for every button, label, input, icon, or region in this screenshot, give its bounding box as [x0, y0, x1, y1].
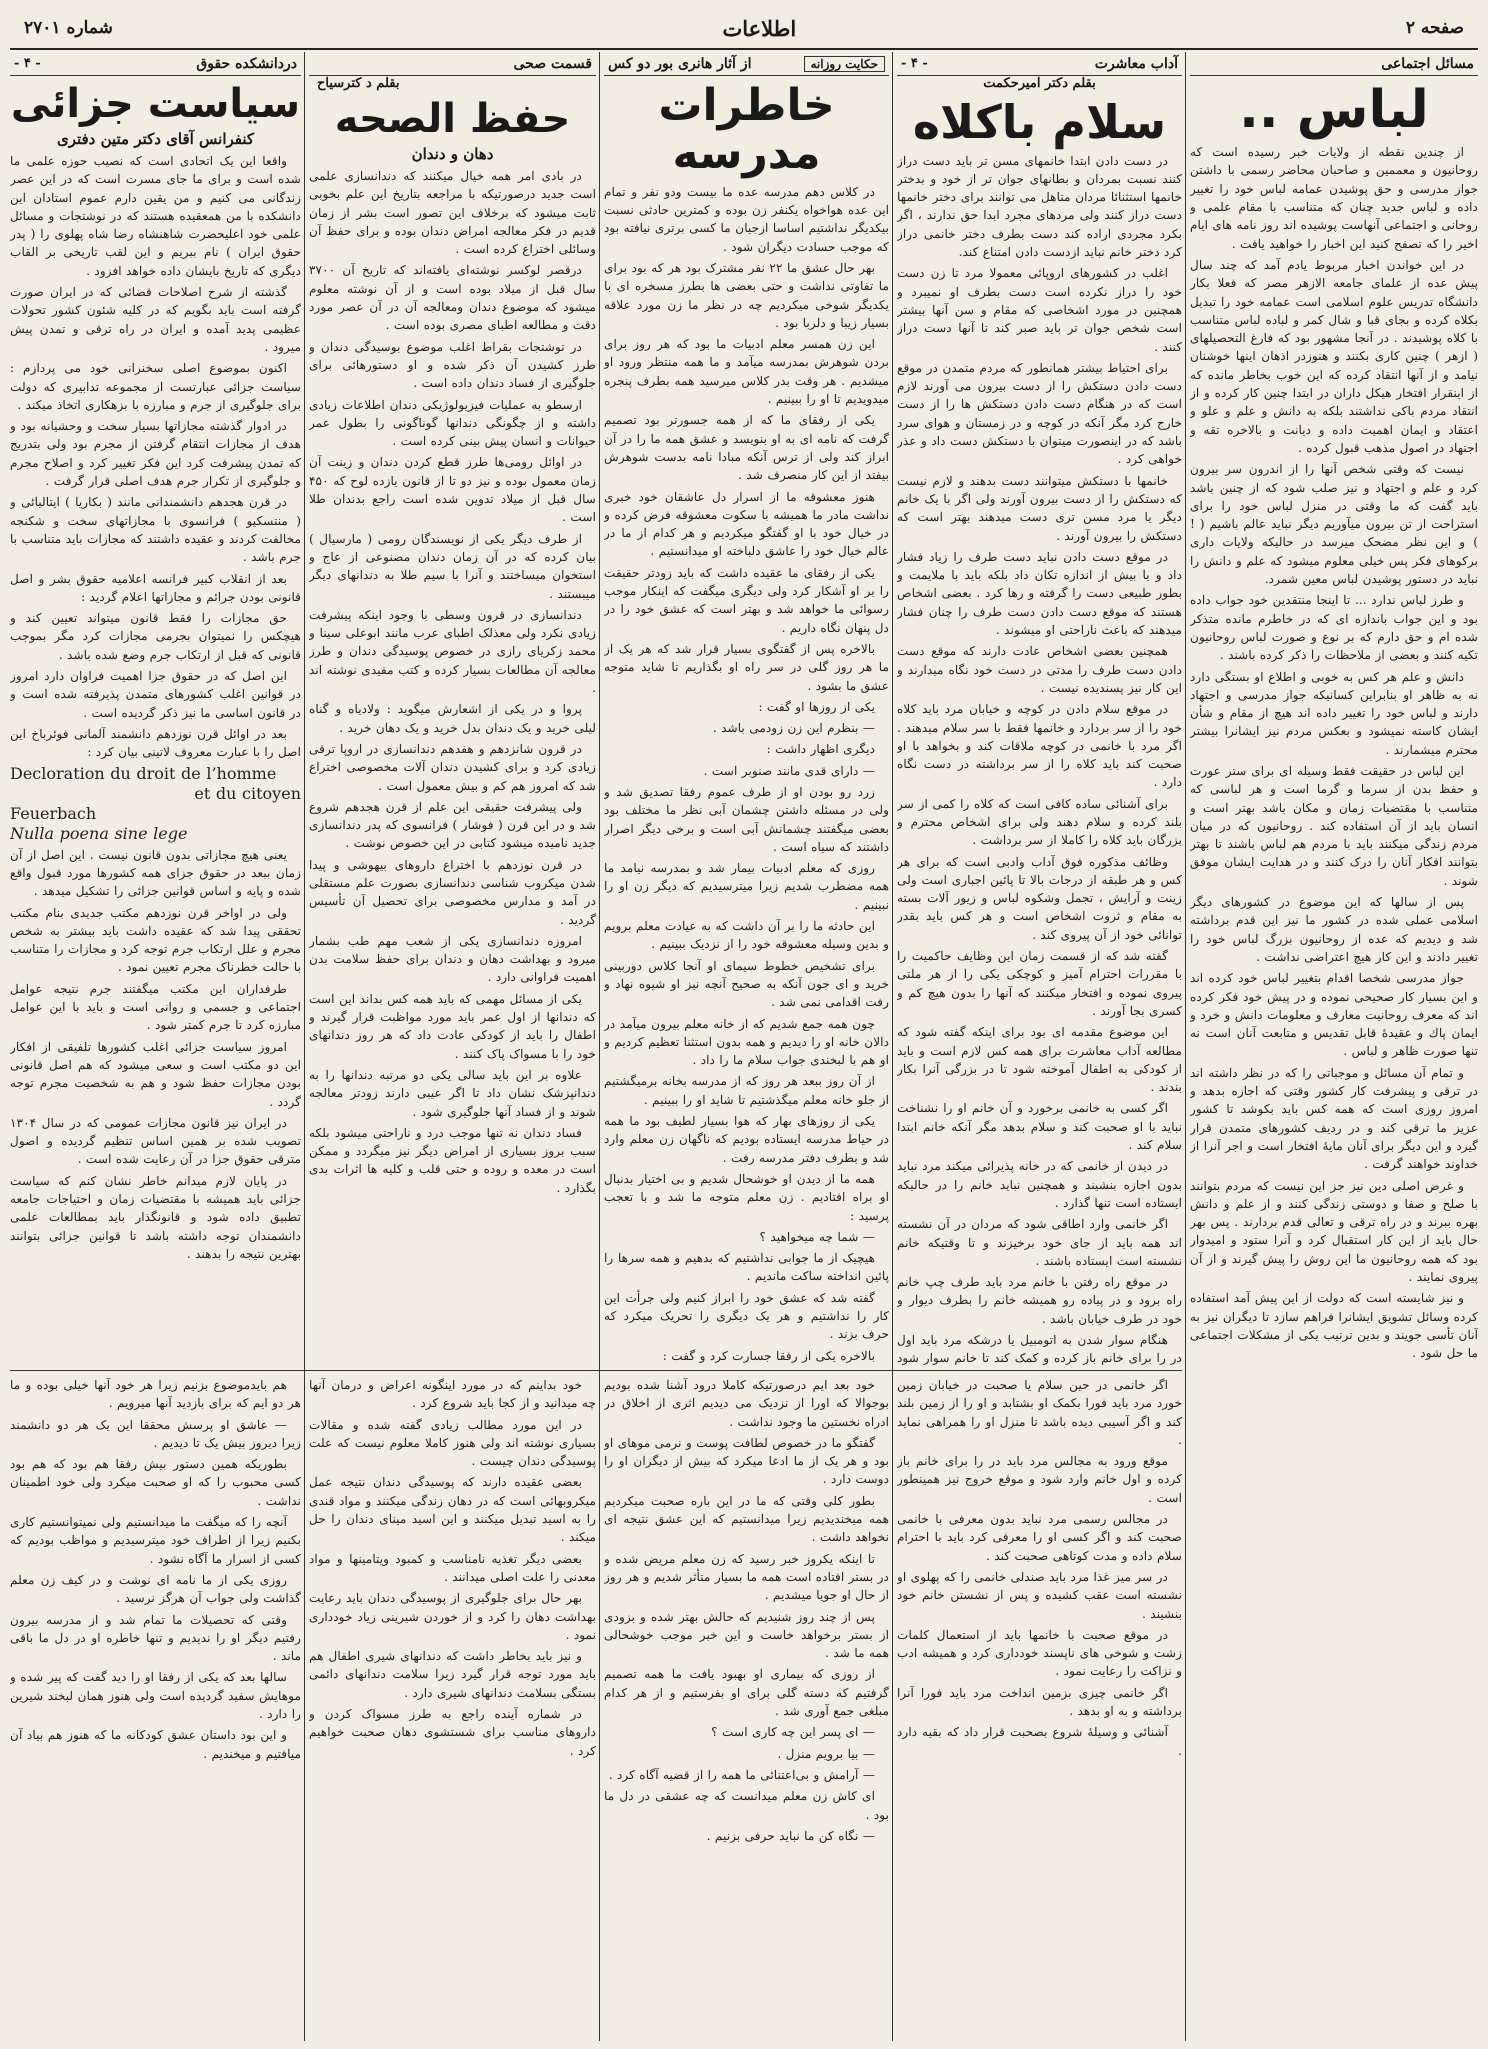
paragraph: واقعا این یک اتحادی است که نصیب حوزه علمی ما شده است و برای ما جای مسرت است که در این عصر زندگانی می کنیم و من یقین دارم عموم استادان این دانشکده با من همعقیده هستند که در نوشتجات و مسائل علمی خود اعلیحضرت شاهنشاه رضا شاه پهلوی را ( پدر حقوق ایران ) نام ببریم و این لقب تاریخی بر القاب دیگری که تاریخ بایشان داده خواهد افزود .	[10, 154, 301, 278]
paragraph: از طرف دیگر یکی از نویسندگان رومی ( مارسیال ) بیان کرده که در آن زمان دندان مصنوعی از عاج و استخوان میساختند و آنرا با سیم طلا به دندانهای دیگر میبستند .	[309, 531, 596, 601]
paragraph: از آن روز ببعد هر روز که از مدرسه بخانه برمیگشتیم از جلو خانه معلم میگذشتیم تا شاید او را ببینیم .	[604, 1074, 889, 1107]
paragraph: از روزی که بیماری او بهبود یافت ما همه تصمیم گرفتیم که دسته گلی برای او بفرستیم و از هر کدام مبلغی جمع آوری شد .	[604, 1667, 889, 1719]
paragraph: در کلاس دهم مدرسه عده ما بیست ودو نفر و تمام این عده هواخواه یکنفر زن بوده و کمترین حادثی نسبت بیکدیگر نداشتیم اساسا ازجیان ما کسی برتری نیافته بود که موجب حسادت دیگران شود .	[604, 184, 889, 254]
paragraph: و این بود داستان عشق کودکانه ما که هنوز هم بیاد آن میافتیم و میخندیم .	[10, 1728, 301, 1761]
paragraph: طرفداران این مکتب میگفتند جرم نتیجه عوامل اجتماعی و جسمی و روانی است و باید با این عوامل مبارزه کرد تا جرم کمتر شود .	[10, 981, 301, 1033]
paragraph: دیگری اظهار داشت :	[766, 742, 875, 757]
paragraph: امروز سیاست جزائی اغلب کشورها تلفیقی از افکار این دو مکتب است و سعی میشود که هم اصل قانونی بودن مجازات حفظ شود و هم به شخصیت مجرم توجه گردد .	[10, 1039, 301, 1109]
paragraph: بطور کلی وقتی که ما در این باره صحبت میکردیم همه میخندیدیم زیرا میدانستیم که این عشق نتیجه ای نخواهد داشت .	[604, 1493, 889, 1545]
paragraph: — دارای قدی مانند صنوبر است .	[703, 763, 875, 778]
lower-col-3	[604, 1376, 889, 2040]
paragraph: علاوه بر این باید سالی یکی دو مرتبه دندانها را به دندانپزشک نشان داد تا اگر عیبی دارند زودتر معالجه شوند و از فساد آنها جلوگیری شود .	[309, 1067, 596, 1119]
part-number: - ۴ -	[14, 56, 41, 71]
paragraph: همه ما از دیدن او خوشحال شدیم و بی اختیار بدنبال او براه افتادیم . زن معلم متوجه ما شد و با تعجب پرسید :	[604, 1171, 889, 1223]
paragraph: این لباس در حقیقت فقط وسیله ای برای ستر عورت و حفظ بدن از سرما و گرما است و هر لباسی که متناسب با مقتضیات زمان و مکان باشد بهتر است و انسان باید از آن استفاده کند . روحانیون که در میان مردم زندگی میکنند باید با مردم هم لباس باشند تا بهتر بتوانند افکار آنان را درک کنند و در هدایت ایشان موفق شوند .	[1190, 763, 1478, 888]
paragraph: و طرز لباس ندارد ... تا اینجا منتقدین خود جواب داده بود و این جواب باندازه ای که در خاطرم مانده متذکر شده ام و حق دارم که بر نوع و صورت لباس روحانیون تکیه کنند و بعضی از ملاحظات را ذکر کرده باشند .	[1190, 593, 1478, 663]
paragraph: در این خواندن اخبار مربوط یادم آمد که چند سال پیش عده از علمای جامعه الازهر مصر که فعلا بکار دانشگاه تدریس علوم اسلامی است عمامه خود را تبدیل بکلاه کرده و بجای قبا و شال کمر و لباده لباس متناسب با کلاه پوشیدند . در آنجا مشهور بود که فارغ التحصیلهای ( ازهر ) چنین کاری بکنند و هنوزدر اذهان اینها خوشنان نیامد و از آنها انتقاد کرده که این خوب بخاطر مانده که از اینقرار افتخار هیکل داران در ابتدا چنین کار کرده و از انتقاد مردم باکی نداشتند بلکه به دانش و علم و علو و اعتقاد و ایمان اهمیت داده و دیانت و بالاخره تقه و اجتهاد در اصول مذهب قبول کرده .	[1190, 257, 1478, 455]
column-rule	[1185, 52, 1186, 2041]
latin-maxim: Nulla poena sine lege	[10, 824, 188, 844]
paragraph: بالاخره یکی از رفقا جسارت کرد و گفت :	[662, 1348, 875, 1363]
paragraph: سالها بعد که یکی از رفقا او را دید گفت که پیر شده و موهایش سفید گردیده است ولی هنوز همان لبخند شیرین را دارد .	[10, 1670, 301, 1722]
section-title: دردانشکده حقوق	[196, 55, 297, 72]
paragraph: یکی از روزهای بهار که هوا بسیار لطیف بود ما همه در حیاط مدرسه ایستاده بودیم که ناگهان زن معلم وارد شد و بطرف دفتر مدرسه رفت .	[604, 1114, 889, 1165]
paragraph: در موقع صحبت با خانمها باید از استعمال کلمات زشت و شوخی های ناپسند خودداری کرد و همیشه ادب و نزاکت را رعایت نمود .	[897, 1627, 1182, 1679]
paragraph: در سر میز غذا مرد باید صندلی خانمی را که پهلوی او نشسته است عقب کشیده و پس از نشستن خانم خود بنشیند .	[897, 1569, 1182, 1621]
paragraph: بهر حال برای جلوگیری از پوسیدگی دندان باید رعایت بهداشت دهان را کرد و از خوردن شیرینی زیاد خودداری نمود .	[309, 1591, 596, 1642]
paragraph: در مجالس رسمی مرد نباید بدون معرفی با خانمی صحبت کند و اگر کسی او را معرفی کرد باید با احترام سلام داده و مدت کوتاهی صحبت کند .	[897, 1512, 1182, 1563]
article-body	[897, 1376, 1182, 1760]
paragraph: بطوریکه همین دستور بیش رفقا هم بود که هم بود کسی محبوب را که او صحبت میکرد ولی خود اطمینان نداشت .	[10, 1457, 301, 1508]
article-body	[10, 1376, 301, 1763]
article-siasat-jazai	[10, 52, 301, 1368]
paragraph: آنچه را که میگفت ما میدانستیم ولی نمیتوانستیم کاری بکنیم زیرا از اطراف خود میترسیدیم و مواظب بودیم که کسی از اسرار ما آگاه نشود .	[10, 1515, 301, 1566]
paragraph: ای کاش زن معلم میدانست که چه عشقی در دل ما بود .	[604, 1789, 889, 1822]
paragraph: از چندین نقطه از ولایات خبر رسیده است که روحانیون و معممین و صاحبان محاضر رسمی با داشتن جواز مدرسی و حق پوشیدن عمامه لباس خود را تغییر داده و لباس جدید چنان که متناسب با مقام علمی و روحانی و اجتماعی آنهاست پوشیده اند روز نامه های ایام اخیر را که تصفح کنید این اخبار را خواهید یافت .	[1190, 145, 1478, 251]
paragraph: گذشته از شرح اصلاحات قضائی که در ایران صورت گرفته است باید بگویم که در کلیه شئون کشور تحولات عظیمی پدید آمده و ایران در راه ترقی و تمدن پیش میرود .	[10, 285, 301, 354]
byline: بقلم د کترسیاح	[317, 76, 400, 91]
issue-number: شماره ۲۷۰۱	[24, 18, 113, 38]
article-body	[604, 183, 889, 1368]
paragraph: در موقع راه رفتن با خانم مرد باید طرف چپ خانم راه برود و در پیاده رو همیشه خانم را بطرف دیوار و خود در طرف خیابان باشد .	[897, 1275, 1182, 1326]
column-rule	[304, 52, 305, 2041]
paragraph: برای احتیاط بیشتر همانطور که مردم متمدن در موقع دست دادن دستکش را از دست بیرون می آورند لازم است که در هنگام دست دادن دستکش ها را از دست خارج کرد مگر آنکه در کوچه و در زمستان و هوای سرد باشد که در اینصورت میتوان با دستکش دست داد و عذر خواهی کرد .	[897, 360, 1182, 467]
paragraph: در قرن نوزدهم با اختراع داروهای بیهوشی و پیدا شدن میکروب شناسی دندانسازی بصورت علم مستقلی در آمد و مدارس مخصوصی برای تحصیل آن تأسیس گردید .	[309, 857, 596, 927]
section-label	[604, 52, 889, 76]
paragraph: هنوز معشوقه ما از اسرار دل عاشقان خود خبری نداشت مادر ما همیشه با سکوت معشوقه فرض کرده و در خیال خود با او گفتگو میکردیم و هر کدام از ما در عالم خیال خود را عاشق دلباخته او میدانستیم .	[604, 489, 889, 559]
paragraph: در بادی امر همه خیال میکنند که دندانسازی علمی است جدید درصورتیکه با مراجعه بتاریخ این علم بخوبی ثابت میشود که برخلاف این تصور است بشر از زمان قدیم در فکر معالجه امراض دندان بوده و برای حفظ آن وسائلی اختراع کرده است .	[309, 169, 596, 257]
part-number: - ۴ -	[901, 56, 928, 71]
article-subhead: کنفرانس آقای دکتر متین دفتری	[56, 130, 255, 148]
paragraph: چون همه جمع شدیم که از خانه معلم بیرون میآمد در دالان خانه او را دیدیم و همه بدون استثنا تعظیم کردیم و او هم با لبخندی جواب سلام ما را داد .	[604, 1016, 889, 1068]
column-rule	[892, 52, 893, 2041]
article-salam-bakolah	[897, 52, 1182, 1368]
masthead	[10, 8, 1478, 50]
section-box: حکایت روزانه	[804, 56, 886, 72]
byline: بقلم دکتر امیرحکمت	[983, 76, 1096, 91]
paragraph: و غرض اصلی دین نیز جز این نیست که مردم بتوانند با صلح و صفا و دوستی زندگی کنند و از علم و دانش بهره ببرند و در راه ترقی و تعالی قدم بردارند . پس بهر حال باید از این کار استقبال کرد و آنرا ستود و امیدوار بود که همه روحانیون ما این روش را پیش گیرند و از آن پیروی نمایند .	[1190, 1178, 1478, 1284]
paragraph: پروا و در یکی از اشعارش میگوید : ولادیاه و گناه لیلی خرید و یک دندان بدل خرید و یک دهان خرید .	[309, 702, 596, 735]
paragraph: برای آشنائی ساده کافی است که کلاه را کمی از سر بلند کرده و سلام دهند ولی برای اشخاص محترم و بزرگان باید کلاه را کاملا از سر برداشت .	[897, 796, 1182, 848]
paragraph: گفتگو ما در خصوص لطافت پوست و نرمی موهای او بود و هر یک از ما ادعا میکرد که بیش از دیگران او را دوست دارد .	[604, 1435, 889, 1487]
article-subhead: دهان و دندان	[411, 145, 494, 163]
section-title: آداب معاشرت	[1094, 55, 1178, 72]
paragraph: یکی از روزها او گفت :	[758, 699, 875, 714]
paragraph: بعضی دیگر تغذیه نامناسب و کمبود ویتامینها و مواد معدنی را علت اصلی میدانند .	[309, 1551, 596, 1584]
paragraph: ولی در اواخر قرن نوزدهم مکتب جدیدی بنام مکتب تحققی پیدا شد که عقیده داشت باید بیشتر به شخص مجرم و علل ارتکاب جرم توجه کرد و مجازات را متناسب با حالت خطرناک مجرم تعیین نمود .	[10, 905, 301, 975]
paragraph: اگر خانمی چیزی بزمین انداخت مرد باید فورا آنرا برداشته و به او بدهد .	[897, 1685, 1182, 1719]
article-body	[1190, 143, 1478, 1362]
paragraph: در ادوار گذشته مجازاتها بسیار سخت و وحشیانه بود و هدف از مجازات انتقام گرفتن از مجرم بود ولی بتدریج که تمدن پیشرفت کرد این فکر تغییر کرد و اصلاح مجرم و جلوگیری از تکرار جرم هدف اصلی قرار گرفت .	[10, 419, 301, 489]
paragraph: خود بعد ایم درصورتیکه کاملا درود آشنا شده بودیم بوجوالا که اورا از نزدیک می دیدیم اثری از اخلاق در ادراه نخستین ما وجود نداشت .	[604, 1378, 889, 1429]
section-rule	[10, 1370, 1182, 1371]
article-khaterat-madreseh	[604, 52, 889, 1368]
newspaper-page	[10, 8, 1478, 2041]
paragraph: اگر خانمی در حین سلام یا صحبت در خیابان زمین خورد مرد باید فورا بکمک او بشتابد و او را از زمین بلند کند و اگر آسیبی دیده باشد تا منزل او را همراهی نماید .	[897, 1378, 1182, 1447]
paragraph: گفته شد که از قسمت زمان این وظایف حاکمیت را با مقررات احترام آمیز و کوچکی یکی را از هر ملتی پیروی نموده و افتخار میکنند که آنها را بدون هیچ کم و کسری بجا آورند .	[897, 949, 1182, 1018]
paragraph: بالاخره پس از گفتگوی بسیار قرار شد که هر یک از ما هر روز گلی در سر راه او بگذاریم تا شاید متوجه عشق ما بشود .	[604, 641, 889, 693]
paragraph: — نگاه کن ما نباید حرفی بزنیم .	[706, 1828, 875, 1843]
paragraph: در قرون شانزدهم و هفدهم دندانسازی در اروپا ترقی زیادی کرد و برای کشیدن دندان آلات مخصوصی اختراع شد که امروز هم کم و بیش معمول است .	[309, 741, 596, 793]
paragraph: بعد در اوائل قرن نوزدهم دانشمند آلمانی فوئرباخ این اصل را با عبارت معروف لاتینی بیان کرد :	[10, 726, 301, 760]
paragraph: آشنائی و وسیلهٔ شروع بصحبت قرار داد که بقیه دارد .	[897, 1725, 1182, 1758]
article-headline: سیاست جزائی	[10, 81, 301, 127]
paragraph: در شماره آینده راجع به طرز مسواک کردن و داروهای مناسب برای شستشوی دهان صحبت خواهیم کرد .	[309, 1707, 596, 1758]
paragraph: هم بایدموضوع بزنیم زیرا هر خود آنها خیلی بوده و ما هر دو ایم که برای بازدید آنها میرویم .	[10, 1378, 301, 1411]
paragraph: در قرن هجدهم دانشمندانی مانند ( بکاریا ) ایتالیائی و ( منتسکیو ) فرانسوی با مجازاتهای سخت و شکنجه مخالفت کردند و عقیده داشتند که مجازات باید متناسب با جرم باشد .	[10, 495, 301, 565]
latin-quote: et du citoyen	[194, 783, 301, 803]
paragraph: خود بداینم که در مورد اینگونه اعراض و درمان آنها چه میدانید و از کجا باید شروع کرد .	[309, 1378, 596, 1411]
paragraph: در دیدن از خانمی که در خانه پذیرائی میکند مرد نباید بدون اجازه بنشیند و همچنین نباید خانم را در حالیکه ایستاده است تنها گذارد .	[897, 1159, 1182, 1210]
section-label	[897, 52, 1182, 76]
article-body	[897, 152, 1182, 1368]
paragraph: روزی که معلم ادبیات بیمار شد و بمدرسه نیامد ما همه مضطرب شدیم زیرا میترسیدیم که دیگر زن او را نبینیم .	[604, 861, 889, 912]
paragraph: اگر کسی به خانمی برخورد و آن خانم او را نشناخت نباید با او صحبت کند و سلام بدهد مگر آنکه خانم ابتدا سلام کند .	[897, 1101, 1182, 1153]
paragraph: تا اینکه یکروز خبر رسید که زن معلم مریض شده و در بستر افتاده است همه ما بسیار متأثر شدیم و هر روز از حال او جویا میشدیم .	[604, 1551, 889, 1603]
article-body	[309, 167, 596, 1197]
paragraph: وقتی که تحصیلات ما تمام شد و از مدرسه بیرون رفتیم دیگر او را ندیدیم و تنها خاطره او در دل ما باقی ماند .	[10, 1612, 301, 1664]
article-headline: سلام باکلاه	[912, 95, 1167, 149]
article-body	[309, 1376, 596, 1760]
newspaper-title: اطلاعات	[722, 15, 797, 41]
paragraph: بعد از انقلاب کبیر فرانسه اعلامیه حقوق بشر و اصل قانونی بودن جرائم و مجازاتها اعلام گردید :	[10, 571, 301, 604]
paragraph: در اوائل رومی‌ها طرز قطع کردن دندان و زینت آن زمان معمول بوده و نیز دو تا از قانون یازده لوح که ۴۵۰ سال قبل از میلاد تدوین شده است راجع بدندان طلا است .	[309, 455, 596, 525]
column-rule	[599, 52, 600, 2041]
paragraph: هنگام سوار شدن به اتومبیل یا درشکه مرد باید اول در را برای خانم باز کرده و کمک کند تا خانم سوار شود	[897, 1333, 1182, 1366]
paragraph: یعنی هیچ مجازاتی بدون قانون نیست . این اصل از آن زمان ببعد در حقوق جزای همه کشورها مورد قبول واقع شده و پایه و اساس قوانین جزائی را تشکیل میدهد .	[10, 847, 301, 899]
paragraph: امروزه دندانسازی یکی از شعب مهم طب بشمار میرود و بهداشت دهان و دندان برای حفظ سلامت بدن اهمیت فراوانی دارد .	[309, 933, 596, 985]
lower-col-4	[309, 1376, 596, 2040]
paragraph: یکی از رفقای ما عقیده داشت که باید زودتر حقیقت را بر او آشکار کرد ولی دیگری میگفت که اینکار موجب رسوائی ما خواهد شد و بهتر است که عشق خود را در دل پنهان نگاه داریم .	[604, 565, 889, 635]
paragraph: همچنین بعضی اشخاص عادت دارند که موقع دست دادن دست طرف را مدتی در دست خود نگاه میدارند و این کار نیز پسندیده نیست .	[897, 644, 1182, 695]
paragraph: دندانسازی در قرون وسطی با وجود اینکه پیشرفت زیادی نکرد ولی معذلک اطبای عرب مانند ابوعلی سینا و محمد زکریای رازی در خصوص پوسیدگی دندان و طرز معالجه آن مطالعات بسیار کرده و کتب مفیدی نوشته اند .	[309, 607, 596, 696]
section-title: قسمت صحی	[513, 55, 592, 72]
paragraph: جواز مدرسی شخصا اقدام بتغییر لباس خود کرده اند و این بسیار کار صحیحی نموده و در پیش خود فکر کرده اند که معرف روحانیت معارف و معلومات دانش و خرد و ایمان پاك و عقیدهٔ قابل تقدیس و متابعت آنان است نه تنها صورت ظاهر و لباس .	[1190, 971, 1478, 1059]
paragraph: هیچیک از ما جوابی نداشتیم که بدهیم و همه سرها را پائین انداخته ساکت ماندیم .	[604, 1251, 889, 1284]
article-body	[604, 1376, 889, 1845]
lower-col-5	[10, 1376, 301, 2040]
section-label	[1190, 52, 1478, 76]
paragraph: یکی از رفقای ما که از همه جسورتر بود تصمیم گرفت که نامه ای به او بنویسد و عشق همه ما را در آن ابراز کند ولی از ترس آنکه مبادا نامه بدست شوهرش بیفتد از این کار منصرف شد .	[604, 413, 889, 483]
paragraph: نیست که وقتی شخص آنها را از اندرون سر بیرون کرد و علم و اجتهاد و نیز صلب شود که از چنین باشد باید گفت که ما وقتی در منزل لباس خود را برای استراحت از تن بیرون میآوریم دیگر نباید عالم باشیم ( ! ) و این نظر مضحک میرسد در حالیکه ولایات داری برکوهای فکر پس خیلی معلوم میشود که علم و دانش را نباید در دستور پوشیدن لباس معین شمرد.	[1190, 462, 1478, 587]
paragraph: پس از سالها که این موضوع در کشورهای دیگر اسلامی عملی شده در کشور ما نیز این قدم برداشته شد و دیدیم که عده از روحانیون بزرگ لباس خود را تغییر دادند و این کار هیچ اعتراضی نداشت .	[1190, 895, 1478, 964]
paragraph: حق مجازات را فقط قانون میتواند تعیین کند و هیچکس را نمیتوان بجرمی مجازات کرد مگر بموجب قانونی که قبل از ارتکاب جرم وضع شده باشد .	[10, 611, 301, 662]
paragraph: این اصل که در حقوق جزا اهمیت فراوان دارد امروز در قوانین اغلب کشورهای متمدن پذیرفته شده است و در قانون اساسی ما نیز ذکر گردیده است .	[10, 669, 301, 720]
latin-name: Feuerbach	[10, 804, 97, 824]
paragraph: زرد رو بودن او از طرف عموم رفقا تصدیق شد و ولی در مسئله داشتن چشمان آبی نظر ما مختلف بود بعضی میگفتند چشمانش آبی است و برخی دیگر اصرار داشتند که سیاه است .	[604, 784, 889, 854]
paragraph: خانمها با دستکش میتوانند دست بدهند و لازم نیست که دستکش را از دست بیرون آورند ولی اگر با یک خانم دیگر یا مرد مسن تری دست میدهند بهتر است که دستکش را بیرون آورند .	[897, 473, 1182, 543]
paragraph: در دست دادن ابتدا خانمهای مسن تر باید دست دراز کنند نسبت بمردان و بطانهای جوان تر از خود و بدختر خانمها استثنائا مردان متاهل می توانند برای دختر خانمها دست دراز کنند ولی مردهای مجرد ابدا حق ندارند ، اگر بکرد مجردی اراده کند دست بطرف دختر خانمی دراز کرد دختر خانم نباید ازدست دادن امتناع کند.	[897, 153, 1182, 260]
lower-col-2	[897, 1376, 1182, 2040]
paragraph: ولی پیشرفت حقیقی این علم از قرن هجدهم شروع شد و در این قرن ( فوشار ) فرانسوی که پدر دندانسازی جدید نامیده میشود کتابی در این خصوص نوشت .	[309, 799, 596, 851]
article-libas	[1190, 52, 1478, 2040]
paragraph: این زن همسر معلم ادبیات ما بود که هر روز برای بردن شوهرش بمدرسه میآمد و ما همه منتظر ورود او میشدیم . هر وقت بدر کلاس میرسید همه بطرف پنجره میدویدیم تا او را ببینیم .	[604, 337, 889, 407]
paragraph: و نیز شایسته است که دولت از این پیش آمد استفاده کرده وسائل تشویق ایشانرا فراهم سازد تا دیگران نیز به آنان تأسی جویند و بدین ترتیب یکی از مشکلات اجتماعی ما حل شود .	[1190, 1291, 1478, 1361]
paragraph: در موقع سلام دادن در کوچه و خیابان مرد باید کلاه خود را از سر بردارد و خانمها فقط با سر سلام میدهند . اگر مرد با خانمی در کوچه ملاقات کند و بخواهد با او صحبت کند باید کلاه را از سر برداشته در دست نگاه دارد .	[897, 702, 1182, 790]
paragraph: در این مورد مطالب زیادی گفته شده و مقالات بسیاری نوشته اند ولی هنوز کاملا معلوم نیست که علت پوسیدگی دندان چیست .	[309, 1417, 596, 1469]
paragraph: پس از چند روز شنیدیم که حالش بهتر شده و بزودی از بستر برخواهد خاست و این خبر موجب خوشحالی همه ما شد .	[604, 1609, 889, 1661]
paragraph: — آرامش و بی‌اعتنائی ما همه را از قضیه آگاه کرد .	[608, 1767, 875, 1782]
paragraph: و تمام آن مسائل و موجباتی را که در نظر داشته اند در ترقی و پیشرفت کار کشور وقتی که اجازه بدهد و امروز روزی است که همه کس باید بکوشد تا کشور عزیز ما ترقی کند و در ردیف کشورهای متمدن قرار گیرد و این دیگر برای آنان مایهٔ افتخار است و اجر آنرا از خداوند خواهند گرفت .	[1190, 1065, 1478, 1172]
paragraph: ارسطو به عملیات فیزیولوژیکی دندان اطلاعات زیادی داشته و از چگونگی دندانها گوناگونی را بطول عمر حیوانات و انسان پیش بینی کرده است .	[309, 397, 596, 449]
paragraph: اکنون بموضوع اصلی سخنرانی خود می پردازم : سیاست جزائی عبارتست از مجموعه تدابیری که دولت برای جلوگیری از جرم و مبارزه با بزهکاری اتخاذ میکند .	[10, 361, 301, 412]
paragraph: درقصر لوکسر نوشته‌ای یافته‌اند که تاریخ آن ۳۷۰۰ سال قبل از میلاد بوده است و از آن نوشته معلوم میشود که موضوع دندان ومعالجه آن در آن عصر مورد دقت و مطالعه اطبای مصری بوده است .	[309, 263, 596, 333]
paragraph: یکی از مسائل مهمی که باید همه کس بداند این است که دندانها از اول عمر باید مورد مواظبت قرار گیرند و اطفال را باید از کودکی عادت داد که هر روز دندانهای خود را با مسواک پاک کنند .	[309, 991, 596, 1061]
paragraph: گفته شد که عشق خود را ابراز کنیم ولی جرأت این کار را نداشتیم و هر یک دیگری را تحریک میکرد که حرف بزند .	[604, 1290, 889, 1342]
paragraph: در موقع دست دادن نباید دست طرف را زیاد فشار داد و یا بیش از اندازه تکان داد بلکه باید با ملایمت و بطور طبیعی دست را گرفته و رها کرد . بعضی اشخاص هستند که موقع دست دادن دست طرف را چنان فشار میدهند که باعث ناراحتی او میشوند .	[897, 549, 1182, 638]
paragraph: در توشتجات بقراط اغلب موضوع بوسیدگی دندان و طرز کشیدن آن ذکر شده و او دستورهائی برای جلوگیری از فساد دندان داده است .	[309, 339, 596, 391]
paragraph: این موضوع مقدمه ای بود برای اینکه گفته شود که مطالعه آداب معاشرت برای همه کس لازم است و باید از کودکی به اطفال آموخته شود تا در بزرگی آنرا بکار بندند .	[897, 1025, 1182, 1095]
section-label	[10, 52, 301, 76]
paragraph: بهر حال عشق ما ۲۲ نفر مشترک بود هر که بود برای ما تفاوتی نداشت و حتی بعضی ها بطرز مسخره ای با یکدیگر شوخی میکردیم چه در نظر ما زن مورد علاقه بسیار زیبا و دلربا بود .	[604, 260, 889, 330]
latin-quote: Decloration du droit de l’homme	[10, 763, 277, 783]
paragraph: موقع ورود به مجالس مرد باید در را برای خانم باز کرده و اول خانم وارد شود و موقع خروج نیز همینطور است .	[897, 1454, 1182, 1505]
article-hefz-al-sehhe	[309, 52, 596, 1368]
paragraph: اگر خانمی وارد اطاقی شود که مردان در آن نشسته اند همه باید از جای خود برخیزند و تا وقتیکه خانم نشسته است ایستاده باشند .	[897, 1217, 1182, 1268]
paragraph: — ای پسر این چه کاری است ؟	[711, 1725, 875, 1740]
article-headline: لباس ..	[1239, 80, 1429, 140]
paragraph: دانش و علم هر کس به خوبی و اطلاع او بستگی دارد نه به ظاهر او بنابراین کسانیکه جواز مدرسی و اجتهاد دارند و لباس خود را تغییر داده اند هیچ از مقام و شأن ایشان کاسته نمیشود و بعکس مردم نیز ایشانرا بیشتر محترم میشمارند .	[1190, 669, 1478, 757]
paragraph: و نیز باید بخاطر داشت که دندانهای شیری اطفال هم باید مورد توجه قرار گیرد زیرا سلامت دندانهای دائمی بستگی بسلامت دندانهای شیری دارد .	[309, 1649, 596, 1700]
paragraph: — بیا برویم منزل .	[777, 1746, 875, 1761]
section-label	[309, 52, 596, 76]
paragraph: بعضی عقیده دارند که پوسیدگی دندان نتیجه عمل میکروبهائی است که در دهان زندگی میکنند و مواد قندی را به اسید تبدیل میکنند و این اسید مینای دندان را حل میکند .	[309, 1475, 596, 1545]
section-source: از آثار هانری بور دو کس	[608, 55, 752, 72]
paragraph: در ایران نیز قانون مجازات عمومی که در سال ۱۳۰۴ تصویب شده بر همین اساس تنظیم گردیده و اصول مترقی حقوق جزا در آن رعایت شده است .	[10, 1115, 301, 1167]
paragraph: — شما چه میخواهید ؟	[759, 1229, 875, 1244]
paragraph: وظائف مذکوره فوق آداب وادبی است که برای هر کس و هر طبقه از درجات بالا تا پائین اجباری است ولی زینت و آرایش ، تجمل وشکوه لباس و زیور آلات بسته به مقام و ثروت اشخاص است و هر کس باید بقدر توانائی خود از آن پیروی کند .	[897, 854, 1182, 942]
article-body	[10, 152, 301, 1263]
section-title: مسائل اجتماعی	[1381, 55, 1474, 72]
article-headline: حفظ الصحه	[334, 96, 571, 142]
paragraph: برای تشخیص خطوط سیمای او آنجا کلاس دوربینی خرید و ای جون آنکه به صحیح آنچه نیز او شیوه نهاد و رفت اقدامی نمی شد .	[604, 958, 889, 1010]
paragraph: اغلب در کشورهای اروپائی معمولا مرد تا زن دست خود را دراز نکرده است دست بطرف او نمیبرد و همچنین در مورد اشخاصی که مقام و سن آنها بیشتر است شخص جوان تر باید صبر کند تا آنها دست دراز کنند .	[897, 266, 1182, 354]
paragraph: در پایان لازم میدانم خاطر نشان کنم که سیاست جزائی باید همیشه با مقتضیات زمان و احتیاجات جامعه تطبیق داده شود و قانونگذار باید بمطالعات علمی دانشمندان توجه داشته باشد تا قوانین جزائی بتوانند بهترین نتیجه را بدهند .	[10, 1173, 301, 1261]
page-number: صفحه ۲	[1405, 18, 1464, 38]
paragraph: — عاشق او پرسش محققا این یک هر دو دانشمند زیرا دیروز بیش یک تا دیدیم .	[10, 1417, 301, 1450]
article-headline: خاطرات مدرسه	[658, 80, 835, 180]
paragraph: — بنظرم این زن زودمی باشد .	[712, 721, 875, 736]
paragraph: فساد دندان نه تنها موجب درد و ناراحتی میشود بلکه سبب بروز بسیاری از امراض دیگر نیز میگردد و ممکن است در معده و روده و حتی قلب و کلیه ها اثرات بدی بگذارد .	[309, 1125, 596, 1195]
paragraph: روزی یکی از ما نامه ای نوشت و در کیف زن معلم گذاشت ولی جواب آن هرگز نرسید .	[10, 1572, 301, 1606]
paragraph: این حادثه ما را بر آن داشت که به عیادت معلم برویم و بدین وسیله معشوقه خود را از نزدیک ببینیم .	[604, 919, 889, 952]
